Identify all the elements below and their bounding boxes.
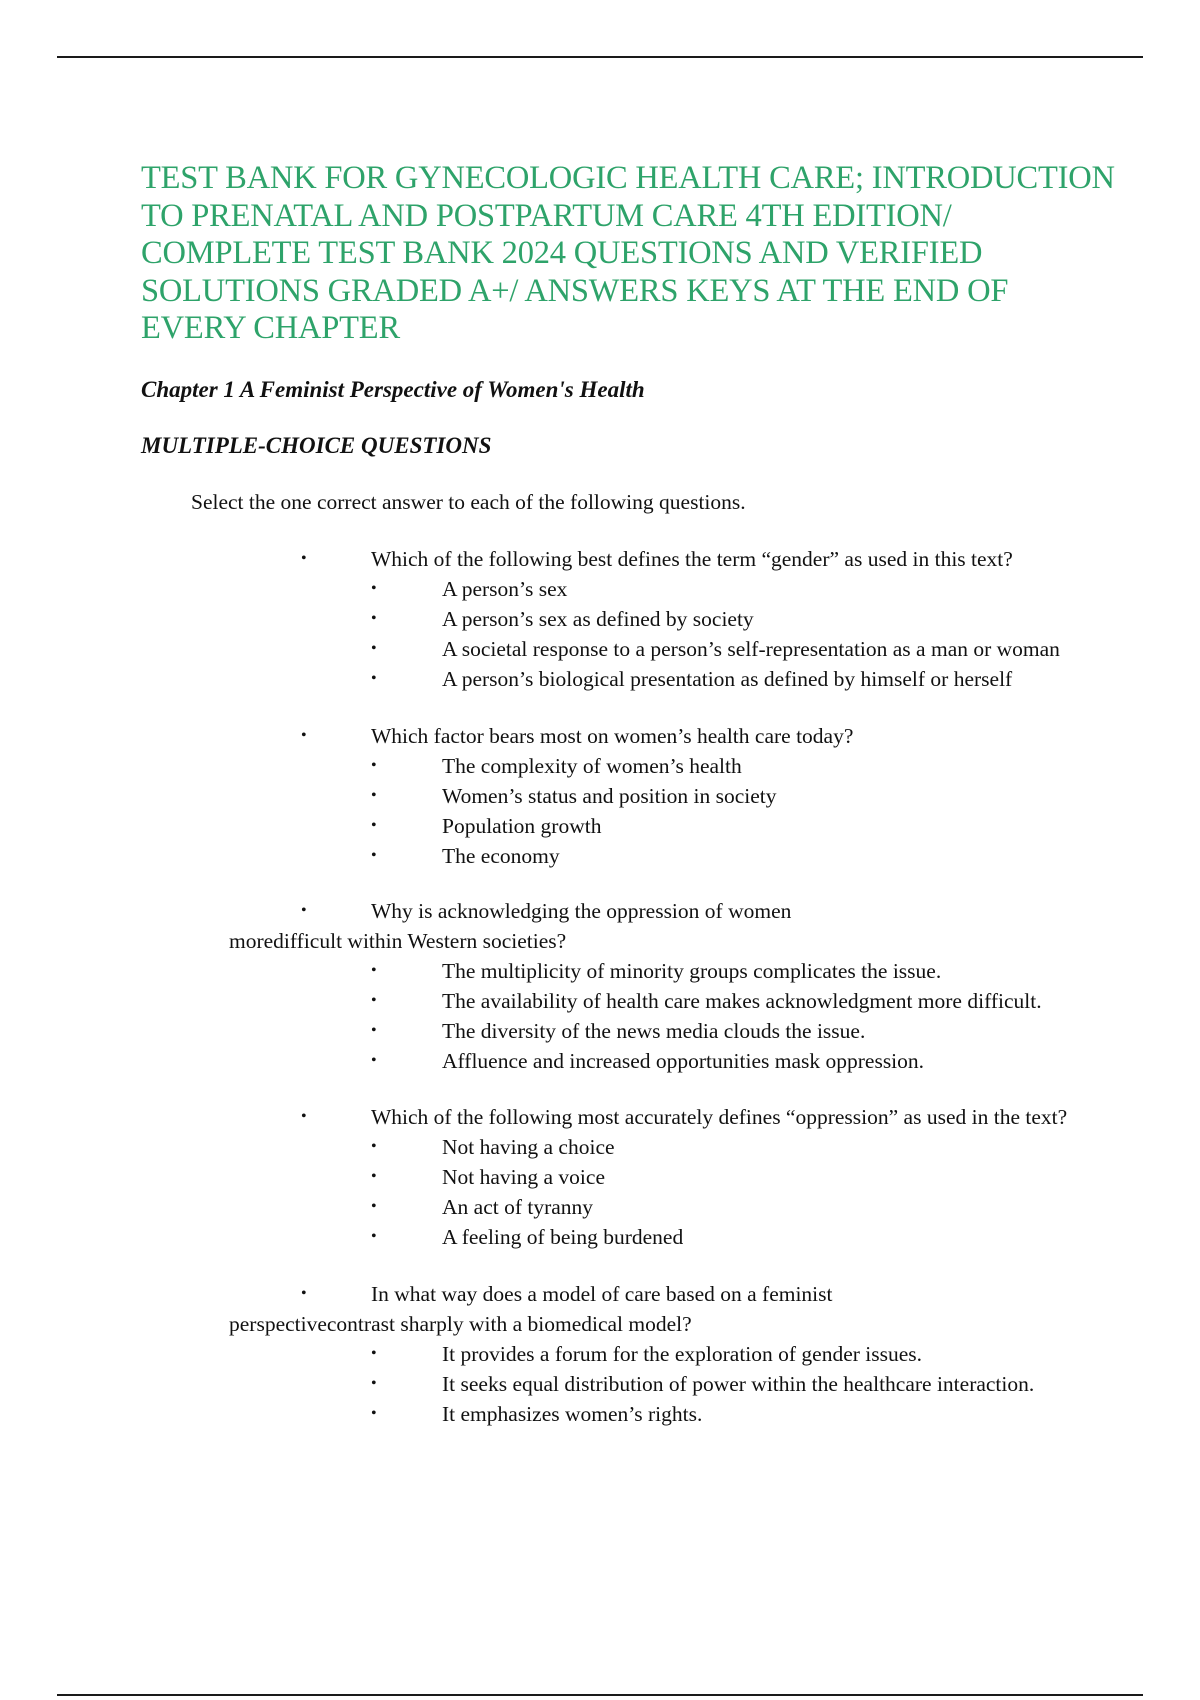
bullet-icon: • [371, 1052, 377, 1069]
bullet-icon: • [371, 640, 377, 657]
bullet-icon: • [301, 550, 307, 567]
answer-option [0, 634, 1200, 664]
title-line: SOLUTIONS GRADED A+/ ANSWERS KEYS AT THE END OF [141, 272, 1009, 309]
top-horizontal-rule [57, 56, 1143, 58]
option-text: Affluence and increased opportunities mask oppression. [442, 1049, 925, 1073]
bullet-icon: • [371, 992, 377, 1009]
bullet-icon: • [371, 670, 377, 687]
bullet-icon: • [301, 902, 307, 919]
question-stem [0, 1102, 1200, 1132]
bullet-icon: • [371, 757, 377, 774]
answer-option [0, 1399, 1200, 1429]
answer-option [0, 1016, 1200, 1046]
bullet-icon: • [371, 962, 377, 979]
bullet-icon: • [371, 580, 377, 597]
question-1 [0, 544, 1200, 694]
option-text: It emphasizes women’s rights. [442, 1402, 703, 1426]
bullet-icon: • [371, 1405, 377, 1422]
bottom-horizontal-rule [57, 1694, 1143, 1696]
option-text: A feeling of being burdened [442, 1225, 684, 1249]
answer-option [0, 956, 1200, 986]
question-5 [0, 1279, 1200, 1429]
question-text: Which factor bears most on women’s health care today? [371, 724, 854, 748]
option-text: The economy [442, 844, 560, 868]
answer-option [0, 751, 1200, 781]
answer-option [0, 1192, 1200, 1222]
document-title [141, 160, 1151, 348]
question-text: Why is acknowledging the oppression of women [371, 899, 792, 923]
option-text: The availability of health care makes acknowledgment more difficult. [442, 989, 1042, 1013]
bullet-icon: • [301, 727, 307, 744]
question-text-continued: moredifficult within Western societies? [229, 929, 567, 953]
bullet-icon: • [371, 1138, 377, 1155]
answer-option [0, 1162, 1200, 1192]
chapter-heading: Chapter 1 A Feminist Perspective of Women's Health [141, 377, 645, 402]
option-text: The diversity of the news media clouds the issue. [442, 1019, 866, 1043]
title-line: EVERY CHAPTER [141, 310, 400, 346]
answer-option [0, 1046, 1200, 1076]
bullet-icon: • [371, 817, 377, 834]
question-stem [0, 544, 1200, 574]
option-text: The complexity of women’s health [442, 754, 742, 778]
question-stem [0, 721, 1200, 751]
question-stem [0, 1279, 1200, 1309]
question-3 [0, 896, 1200, 1076]
question-2 [0, 721, 1200, 871]
option-text: An act of tyranny [442, 1195, 594, 1219]
section-heading: MULTIPLE-CHOICE QUESTIONS [141, 433, 492, 458]
option-text: A person’s sex as defined by society [442, 607, 754, 631]
option-text: Population growth [442, 814, 602, 838]
title-line: TEST BANK FOR GYNECOLOGIC HEALTH CARE; INTRODUCTION [141, 160, 1115, 196]
question-text: In what way does a model of care based on a feminist [371, 1282, 833, 1306]
answer-option [0, 664, 1200, 694]
bullet-icon: • [371, 847, 377, 864]
question-4 [0, 1102, 1200, 1252]
bullet-icon: • [301, 1108, 307, 1125]
bullet-icon: • [301, 1285, 307, 1302]
answer-option [0, 1369, 1200, 1399]
question-text-continued: perspectivecontrast sharply with a biomedical model? [229, 1312, 692, 1336]
option-text: Not having a voice [442, 1165, 605, 1189]
bullet-icon: • [371, 1198, 377, 1215]
question-stem-continuation [0, 926, 1200, 956]
answer-option [0, 986, 1200, 1016]
option-text: It seeks equal distribution of power within the healthcare interaction. [442, 1372, 1035, 1396]
answer-option [0, 811, 1200, 841]
bullet-icon: • [371, 1375, 377, 1392]
option-text: Not having a choice [442, 1135, 615, 1159]
bullet-icon: • [371, 1168, 377, 1185]
answer-option [0, 1339, 1200, 1369]
question-text: Which of the following best defines the term “gender” as used in this text? [371, 547, 1013, 571]
question-stem-continuation [0, 1309, 1200, 1339]
bullet-icon: • [371, 1228, 377, 1245]
option-text: It provides a forum for the exploration of gender issues. [442, 1342, 923, 1366]
answer-option [0, 574, 1200, 604]
option-text: The multiplicity of minority groups complicates the issue. [442, 959, 942, 983]
bullet-icon: • [371, 787, 377, 804]
answer-option [0, 604, 1200, 634]
question-stem [0, 896, 1200, 926]
option-text: Women’s status and position in society [442, 784, 777, 808]
bullet-icon: • [371, 1345, 377, 1362]
question-text: Which of the following most accurately defines “oppression” as used in the text? [371, 1105, 1068, 1129]
answer-option [0, 1222, 1200, 1252]
answer-option [0, 781, 1200, 811]
option-text: A societal response to a person’s self-representation as a man or woman [442, 637, 1060, 661]
answer-option [0, 841, 1200, 871]
bullet-icon: • [371, 1022, 377, 1039]
instructions-text: Select the one correct answer to each of the following questions. [191, 490, 746, 514]
option-text: A person’s sex [442, 577, 568, 601]
option-text: A person’s biological presentation as defined by himself or herself [442, 667, 1013, 691]
title-line: COMPLETE TEST BANK 2024 QUESTIONS AND VERIFIED [141, 235, 983, 271]
bullet-icon: • [371, 610, 377, 627]
title-line: TO PRENATAL AND POSTPARTUM CARE 4TH EDITION/ [141, 197, 952, 234]
answer-option [0, 1132, 1200, 1162]
